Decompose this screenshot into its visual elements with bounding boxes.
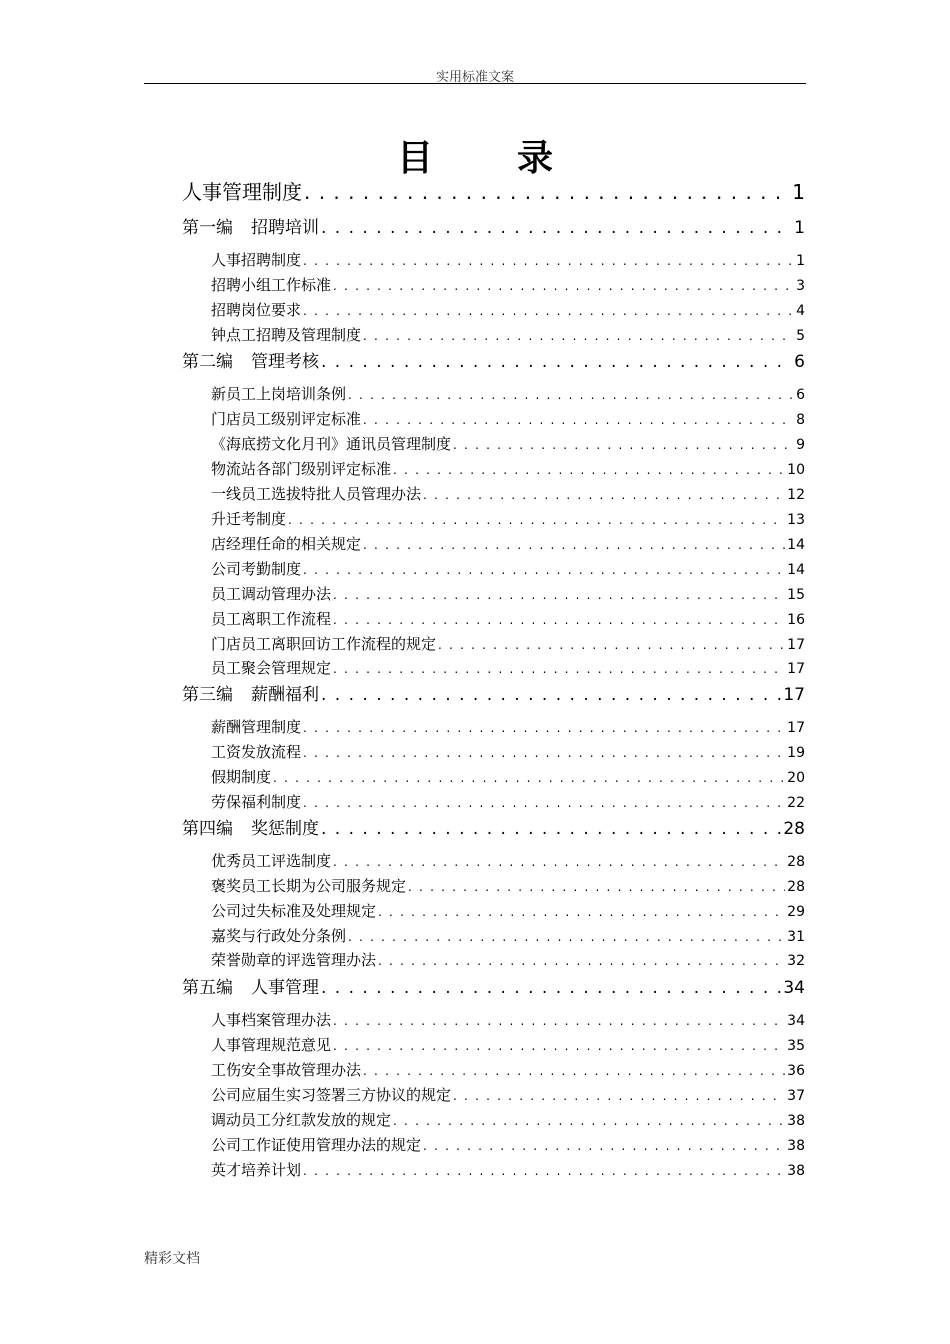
toc-item-entry[interactable] <box>211 1084 805 1105</box>
dot-leader <box>333 855 785 869</box>
toc-item-entry[interactable] <box>211 483 805 504</box>
toc-item-label: 人事管理规范意见 <box>211 1036 332 1054</box>
toc-item-label: 人事档案管理办法 <box>211 1011 332 1029</box>
toc-item-entry[interactable] <box>211 657 805 678</box>
part-number: 第三编 <box>182 685 233 705</box>
toc-item-entry[interactable] <box>211 533 805 554</box>
toc-item-label: 员工离职工作流程 <box>211 610 332 628</box>
dot-leader <box>303 304 794 318</box>
dot-leader <box>453 438 794 452</box>
toc-item-page: 32 <box>787 953 805 969</box>
part-number: 第五编 <box>182 978 233 998</box>
toc-part-entry[interactable] <box>182 814 805 839</box>
dot-leader <box>333 613 785 627</box>
toc-item-page: 38 <box>787 1163 805 1179</box>
toc-item-label: 一线员工选拔特批人员管理办法 <box>211 485 422 503</box>
dot-leader <box>348 388 794 402</box>
toc-item-label: 物流站各部门级别评定标准 <box>211 460 392 478</box>
toc-item-page: 19 <box>787 745 805 761</box>
toc-item-page: 3 <box>796 278 805 294</box>
toc-part-entry[interactable] <box>182 213 805 238</box>
toc-item-page: 17 <box>787 637 805 653</box>
toc-item-label: 工资发放流程 <box>211 743 302 761</box>
toc-item-page: 34 <box>787 1013 805 1029</box>
dot-leader <box>393 1114 785 1128</box>
toc-item-entry[interactable] <box>211 558 805 579</box>
dot-leader <box>333 1039 785 1053</box>
toc-item-label: 门店员工级别评定标准 <box>211 410 362 428</box>
toc-item-page: 37 <box>787 1088 805 1104</box>
toc-item-page: 15 <box>787 587 805 603</box>
toc-item-label: 招聘岗位要求 <box>211 301 302 319</box>
dot-leader <box>303 254 794 268</box>
toc-item-label: 员工聚会管理规定 <box>211 659 332 677</box>
toc-item-label: 员工调动管理办法 <box>211 585 332 603</box>
toc-item-entry[interactable] <box>211 608 805 629</box>
dot-leader <box>303 746 785 760</box>
toc-item-label: 门店员工离职回访工作流程的规定 <box>211 635 437 653</box>
page-header: 实用标准文案 <box>435 70 514 85</box>
toc-item-entry[interactable] <box>211 949 805 970</box>
toc-item-entry[interactable] <box>211 1009 805 1030</box>
toc-item-page: 36 <box>787 1063 805 1079</box>
toc-item-entry[interactable] <box>211 583 805 604</box>
toc-item-label: 人事招聘制度 <box>211 251 302 269</box>
toc-item-label: 公司应届生实习签署三方协议的规定 <box>211 1086 452 1104</box>
toc-item-label: 荣誉勋章的评选管理办法 <box>211 951 377 969</box>
toc-item-label: 英才培养计划 <box>211 1161 302 1179</box>
dot-leader <box>333 662 785 676</box>
part-page: 6 <box>794 352 805 372</box>
dot-leader <box>321 218 792 238</box>
part-page: 28 <box>783 819 805 839</box>
dot-leader <box>303 1164 785 1178</box>
part-name: 薪酬福利 <box>251 685 319 705</box>
dot-leader <box>423 1139 785 1153</box>
toc-item-page: 17 <box>787 661 805 677</box>
toc-item-label: 薪酬管理制度 <box>211 718 302 736</box>
toc-item-label: 褒奖员工长期为公司服务规定 <box>211 877 407 895</box>
toc-root-page: 1 <box>792 180 805 204</box>
toc-item-page: 10 <box>787 462 805 478</box>
toc-item-label: 公司考勤制度 <box>211 560 302 578</box>
toc-item-entry[interactable] <box>211 508 805 529</box>
toc-item-page: 5 <box>796 328 805 344</box>
toc-item-page: 28 <box>787 854 805 870</box>
dot-leader <box>288 513 785 527</box>
dot-leader <box>303 563 785 577</box>
toc-item-label: 公司过失标准及处理规定 <box>211 902 377 920</box>
page-footer: 精彩文档 <box>144 1251 200 1267</box>
dot-leader <box>438 638 785 652</box>
dot-leader <box>408 880 785 894</box>
toc-item-entry[interactable] <box>211 299 805 320</box>
toc-item-entry[interactable] <box>211 925 805 946</box>
toc-item-page: 14 <box>787 562 805 578</box>
toc-item-page: 9 <box>796 437 805 453</box>
toc-item-label: 钟点工招聘及管理制度 <box>211 326 362 344</box>
toc-item-entry[interactable] <box>211 433 805 454</box>
toc-item-page: 4 <box>796 303 805 319</box>
part-number: 第二编 <box>182 352 233 372</box>
toc-item-entry[interactable] <box>211 1109 805 1130</box>
toc-item-entry[interactable] <box>211 324 805 345</box>
part-page: 17 <box>783 685 805 705</box>
toc-item-page: 29 <box>787 904 805 920</box>
dot-leader <box>363 538 785 552</box>
toc-item-label: 优秀员工评选制度 <box>211 852 332 870</box>
toc-root-entry[interactable] <box>182 176 805 205</box>
toc-item-page: 13 <box>787 512 805 528</box>
toc-item-entry[interactable] <box>211 850 805 871</box>
toc-item-label: 店经理任命的相关规定 <box>211 535 362 553</box>
toc-title <box>0 130 950 181</box>
toc-item-page: 1 <box>796 253 805 269</box>
toc-item-entry[interactable] <box>211 383 805 404</box>
toc-item-label: 嘉奖与行政处分条例 <box>211 927 347 945</box>
toc-title-right: 录 <box>517 138 554 179</box>
toc-item-page: 17 <box>787 720 805 736</box>
part-name: 人事管理 <box>251 978 319 998</box>
toc-item-entry[interactable] <box>211 900 805 921</box>
dot-leader <box>333 588 785 602</box>
toc-title-left: 目 <box>396 138 433 179</box>
toc-item-page: 12 <box>787 487 805 503</box>
toc-root-label: 人事管理制度 <box>182 180 302 204</box>
dot-leader <box>378 954 785 968</box>
part-page: 34 <box>783 978 805 998</box>
toc-item-label: 招聘小组工作标准 <box>211 276 332 294</box>
toc-item-page: 28 <box>787 879 805 895</box>
dot-leader <box>333 279 794 293</box>
toc-item-label: 调动员工分红款发放的规定 <box>211 1111 392 1129</box>
dot-leader <box>321 352 792 372</box>
part-name: 奖惩制度 <box>251 819 319 839</box>
dot-leader <box>321 685 781 705</box>
toc-item-entry[interactable] <box>211 408 805 429</box>
toc-item-label: 升迁考制度 <box>211 510 287 528</box>
toc-part-entry[interactable] <box>182 347 805 372</box>
toc-item-page: 8 <box>796 412 805 428</box>
header-divider <box>144 83 806 84</box>
toc-item-label: 假期制度 <box>211 768 272 786</box>
part-name: 招聘培训 <box>251 218 319 238</box>
dot-leader <box>393 463 785 477</box>
toc-item-page: 31 <box>787 929 805 945</box>
toc-item-label: 工伤安全事故管理办法 <box>211 1061 362 1079</box>
dot-leader <box>378 905 785 919</box>
toc-item-page: 35 <box>787 1038 805 1054</box>
dot-leader <box>273 771 785 785</box>
toc-item-entry[interactable] <box>211 716 805 737</box>
toc-item-page: 38 <box>787 1113 805 1129</box>
toc-item-entry[interactable] <box>211 1059 805 1080</box>
toc-item-entry[interactable] <box>211 766 805 787</box>
toc-item-page: 38 <box>787 1138 805 1154</box>
dot-leader <box>333 1014 785 1028</box>
toc-item-entry[interactable] <box>211 633 805 654</box>
dot-leader <box>348 930 785 944</box>
part-name: 管理考核 <box>251 352 319 372</box>
toc-part-entry[interactable] <box>182 973 805 998</box>
toc-item-entry[interactable] <box>211 875 805 896</box>
toc-item-entry[interactable] <box>211 274 805 295</box>
toc-item-label: 新员工上岗培训条例 <box>211 385 347 403</box>
toc-item-entry[interactable] <box>211 249 805 270</box>
dot-leader <box>303 721 785 735</box>
toc-item-entry[interactable] <box>211 791 805 812</box>
toc-part-entry[interactable] <box>182 680 805 705</box>
dot-leader <box>453 1089 785 1103</box>
toc-item-label: 公司工作证使用管理办法的规定 <box>211 1136 422 1154</box>
toc-item-page: 14 <box>787 537 805 553</box>
toc-item-page: 22 <box>787 795 805 811</box>
toc-item-page: 16 <box>787 612 805 628</box>
dot-leader <box>321 978 781 998</box>
toc-item-entry[interactable] <box>211 458 805 479</box>
dot-leader <box>363 1064 785 1078</box>
toc-item-entry[interactable] <box>211 741 805 762</box>
dot-leader <box>321 819 781 839</box>
dot-leader <box>423 488 785 502</box>
dot-leader <box>304 180 790 204</box>
dot-leader <box>363 413 794 427</box>
dot-leader <box>303 796 785 810</box>
part-number: 第一编 <box>182 218 233 238</box>
toc-item-page: 20 <box>787 770 805 786</box>
dot-leader <box>363 329 794 343</box>
toc-item-entry[interactable] <box>211 1134 805 1155</box>
toc-item-entry[interactable] <box>211 1034 805 1055</box>
toc-item-label: 劳保福利制度 <box>211 793 302 811</box>
toc-item-label: 《海底捞文化月刊》通讯员管理制度 <box>211 435 452 453</box>
part-number: 第四编 <box>182 819 233 839</box>
toc-item-page: 6 <box>796 387 805 403</box>
toc-item-entry[interactable] <box>211 1159 805 1180</box>
part-page: 1 <box>794 218 805 238</box>
